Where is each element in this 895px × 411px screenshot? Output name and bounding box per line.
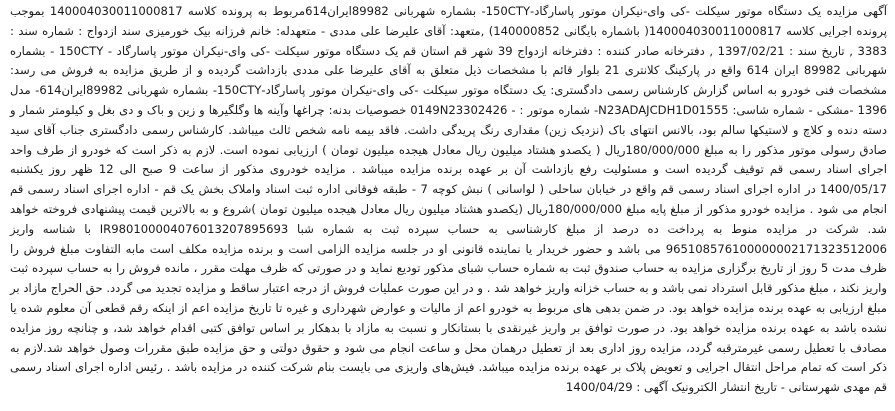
auction-notice-text: آگهی مزایده یک دستگاه موتور سیکلت -کی وای-نیکران موتور پاسارگاد-150CTY- بشماره شهربانی 89982ایران614مربوط به پرونده کلاسه 140004030011000817 بموجب پرونده اجرایی کلاسه 140004030011000817( باشماره بایگانی 140000852) ,متعهد: آقای علیرضا علی مددی - متعهدله: خانم فرزانه بیک خورمیزی سند ازدواج : شماره سند : 3383 , تاریخ سند : 1397/02/21 , دفترخانه صادر کننده : دفترخانه ازدواج 39 شهر قم استان قم یک دستگاه موتور سیکلت -کی وای-نیکران موتور پاسارگاد - 150CTY - بشماره شهربانی 89982 ایران 614 واقع در پارکینگ کلانتری 21 بلوار قائم با مشخصات ذیل متعلق به آقای علیرضا علی مددی بازداشت گردیده و از طریق مزایده به فروش می رسد: مشخصات فنی خودرو به اساس گزارش کارشناس رسمی دادگستری: یک دستگاه موتور سیکلت -کی وای-نیکران موتور پاسارگاد-150CTY- بشماره شهربانی 89982ایران614- مدل 1396 -مشکی - شماره شاسی: N23ADAJCDH1D01555- شماره موتور : - 0149N23302426 خصوصیات بدنه: چراغها وآینه ها وگلگیرها و زین و باک و دی بغل و کیلومتر شمار و دسته دنده و کلاچ و لاستیکها سالم بود، بالانس انتهای باک (نزدیک زین) مقداری رنگ پریدگی داشت. فاقد بیمه نامه شخص ثالث میباشد. کارشناس رسمی دادگستری جناب آقای سید صادق رسولی موتور مذکور را به مبلغ 180/000/000ریال ( یکصدو هشتاد میلیون ریال معادل هیجده میلیون تومان ) ارزیابی نموده است. لازم به ذکر است که خودرو از طرف واحد اجرای اسناد رسمی قم توقیف گردیده است و مسئولیت رفع بازداشت آن بر عهده برنده مزایده میباشد . مزایده خودروی مذکور از ساعت 9 صبح الی 12 ظهر روز یکشنبه 1400/05/17 در اداره اجرای اسناد رسمی قم واقع در خیابان ساحلی ( لواسانی ) نبش کوچه 7 - طبقه فوقانی اداره ثبت اسناد واملاک بخش یک قم - اداره اجرای اسناد رسمی قم انجام می شود . مزایده خودرو مذکور از مبلغ پایه مبلغ 180/000/000ریال (یکصدو هشتاد میلیون ریال معادل هیجده میلیون تومان )شروع و به بالاترین قیمت پیشنهادی فروخته خواهد شد. شرکت در مزایده منوط به پرداخت ده درصد از مبلغ کارشناسی به حساب سپرده ثبت به شماره شبا IR980100004076013207895693 با شناسه واریز 965108576100000002171323512006 می باشد و حضور خریدار یا نماینده قانونی او در جلسه مزایده الزامی است و برنده مزایده مکلف است مابه التفاوت مبلغ فروش را ظرف مدت 5 روز از تاریخ برگزاری مزایده به حساب صندوق ثبت به شماره حساب شبای مذکور تودیع نماید و در صورتی که ظرف مهلت مقرر ، مانده فروش را به حساب سپرده ثبت واریز نکند ، مبلغ مذکور قابل استرداد نمی باشد و به حساب خزانه واریز خواهد شد . و در این صورت عملیات فروش از درجه اعتبار ساقط و مزایده تجدید می گردد. حق الحراج مازاد بر مبلغ ارزیابی به عهده برنده مزایده خواهد بود. در ضمن بدهی های مربوط به خودرو اعم از مالیات و عوارض شهرداری و غیره تا تاریخ مزایده اعم از اینکه رقم قطعی آن معلوم شده یا نشده باشد به عهده برنده مزایده خواهد بود. در صورت توافق بر واریز غیرنقدی با بستانکار و نسبت به مازاد با بدهکار بر اساس توافق کتبی اقدام خواهد شد، و چنانچه روز مزایده مصادف با تعطیل رسمی غیرمترقبه گردد، مزایده روز اداری بعد از تعطیل درهمان محل و ساعت انجام می شود و حقوق دولتی و حق مزایده طبق مقررات وصول خواهد شد.لازم به ذکر است که تمام مراحل انتقال اجرایی و تعویض پلاک بر عهده برنده مزایده میباشد. فیش‌های واریزی می بایست بنام شرکت کننده در مزایده باشد . رئیس اداره اجرای اسناد رسمی قم مهدی شهرستانی - تاریخ انتشار الکترونیک آگهی : 1400/04/29 [10,4,888,395]
